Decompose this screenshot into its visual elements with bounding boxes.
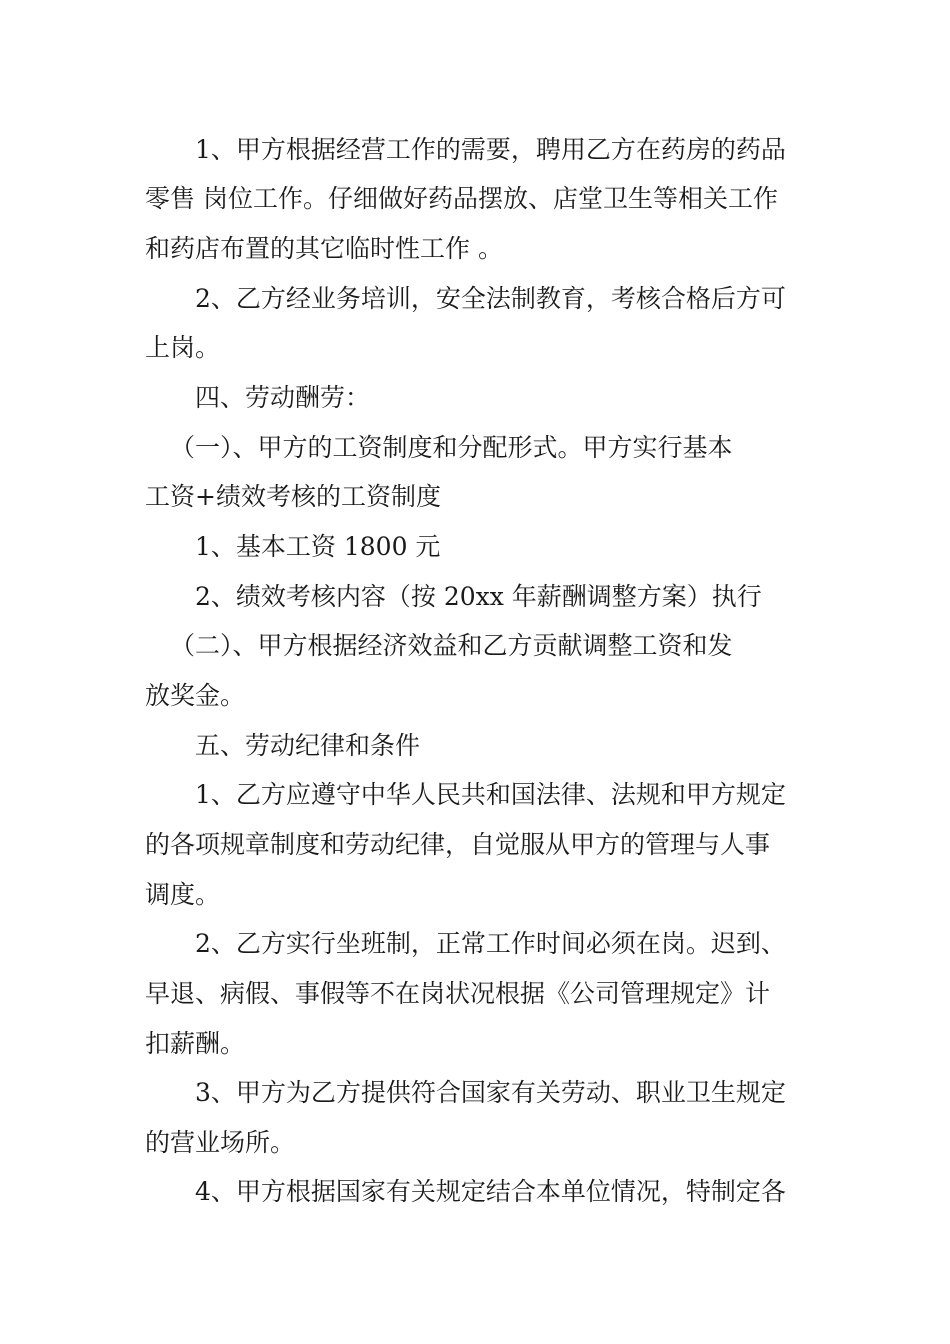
paragraph-line: （二）、甲方根据经济效益和乙方贡献调整工资和发 bbox=[170, 631, 733, 660]
paragraph-line: 零售 岗位工作。仔细做好药品摆放、店堂卫生等相关工作 bbox=[145, 184, 778, 213]
paragraph-line: 的营业场所。 bbox=[145, 1128, 296, 1157]
paragraph-line: 2、乙方实行坐班制，正常工作时间必须在岗。迟到、 bbox=[195, 929, 786, 958]
paragraph-line: 和药店布置的其它临时性工作 。 bbox=[145, 234, 503, 263]
paragraph-line: 2、乙方经业务培训，安全法制教育，考核合格后方可 bbox=[195, 284, 786, 313]
section-heading: 五、劳动纪律和条件 bbox=[195, 731, 421, 760]
section-heading: 四、劳动酬劳： bbox=[195, 383, 371, 412]
paragraph-line: 1、甲方根据经营工作的需要，聘用乙方在药房的药品 bbox=[195, 135, 786, 164]
paragraph-line: 4、甲方根据国家有关规定结合本单位情况，特制定各 bbox=[195, 1177, 786, 1206]
paragraph-line: 工资+绩效考核的工资制度 bbox=[145, 482, 441, 511]
paragraph-line: 3、甲方为乙方提供符合国家有关劳动、职业卫生规定 bbox=[195, 1078, 786, 1107]
paragraph-line: 早退、病假、事假等不在岗状况根据《公司管理规定》计 bbox=[145, 979, 771, 1008]
paragraph-line: 1、乙方应遵守中华人民共和国法律、法规和甲方规定 bbox=[195, 780, 786, 809]
paragraph-line: 放奖金。 bbox=[145, 681, 246, 710]
paragraph-line: 的各项规章制度和劳动纪律，自觉服从甲方的管理与人事 bbox=[145, 830, 771, 859]
paragraph-line: 扣薪酬。 bbox=[145, 1029, 246, 1058]
paragraph-line: 调度。 bbox=[145, 880, 221, 909]
paragraph-line: 1、基本工资 1800 元 bbox=[195, 532, 441, 561]
paragraph-line: （一）、甲方的工资制度和分配形式。甲方实行基本 bbox=[170, 433, 733, 462]
paragraph-line: 上岗。 bbox=[145, 333, 221, 362]
paragraph-line: 2、绩效考核内容（按 20xx 年薪酬调整方案）执行 bbox=[195, 582, 762, 611]
